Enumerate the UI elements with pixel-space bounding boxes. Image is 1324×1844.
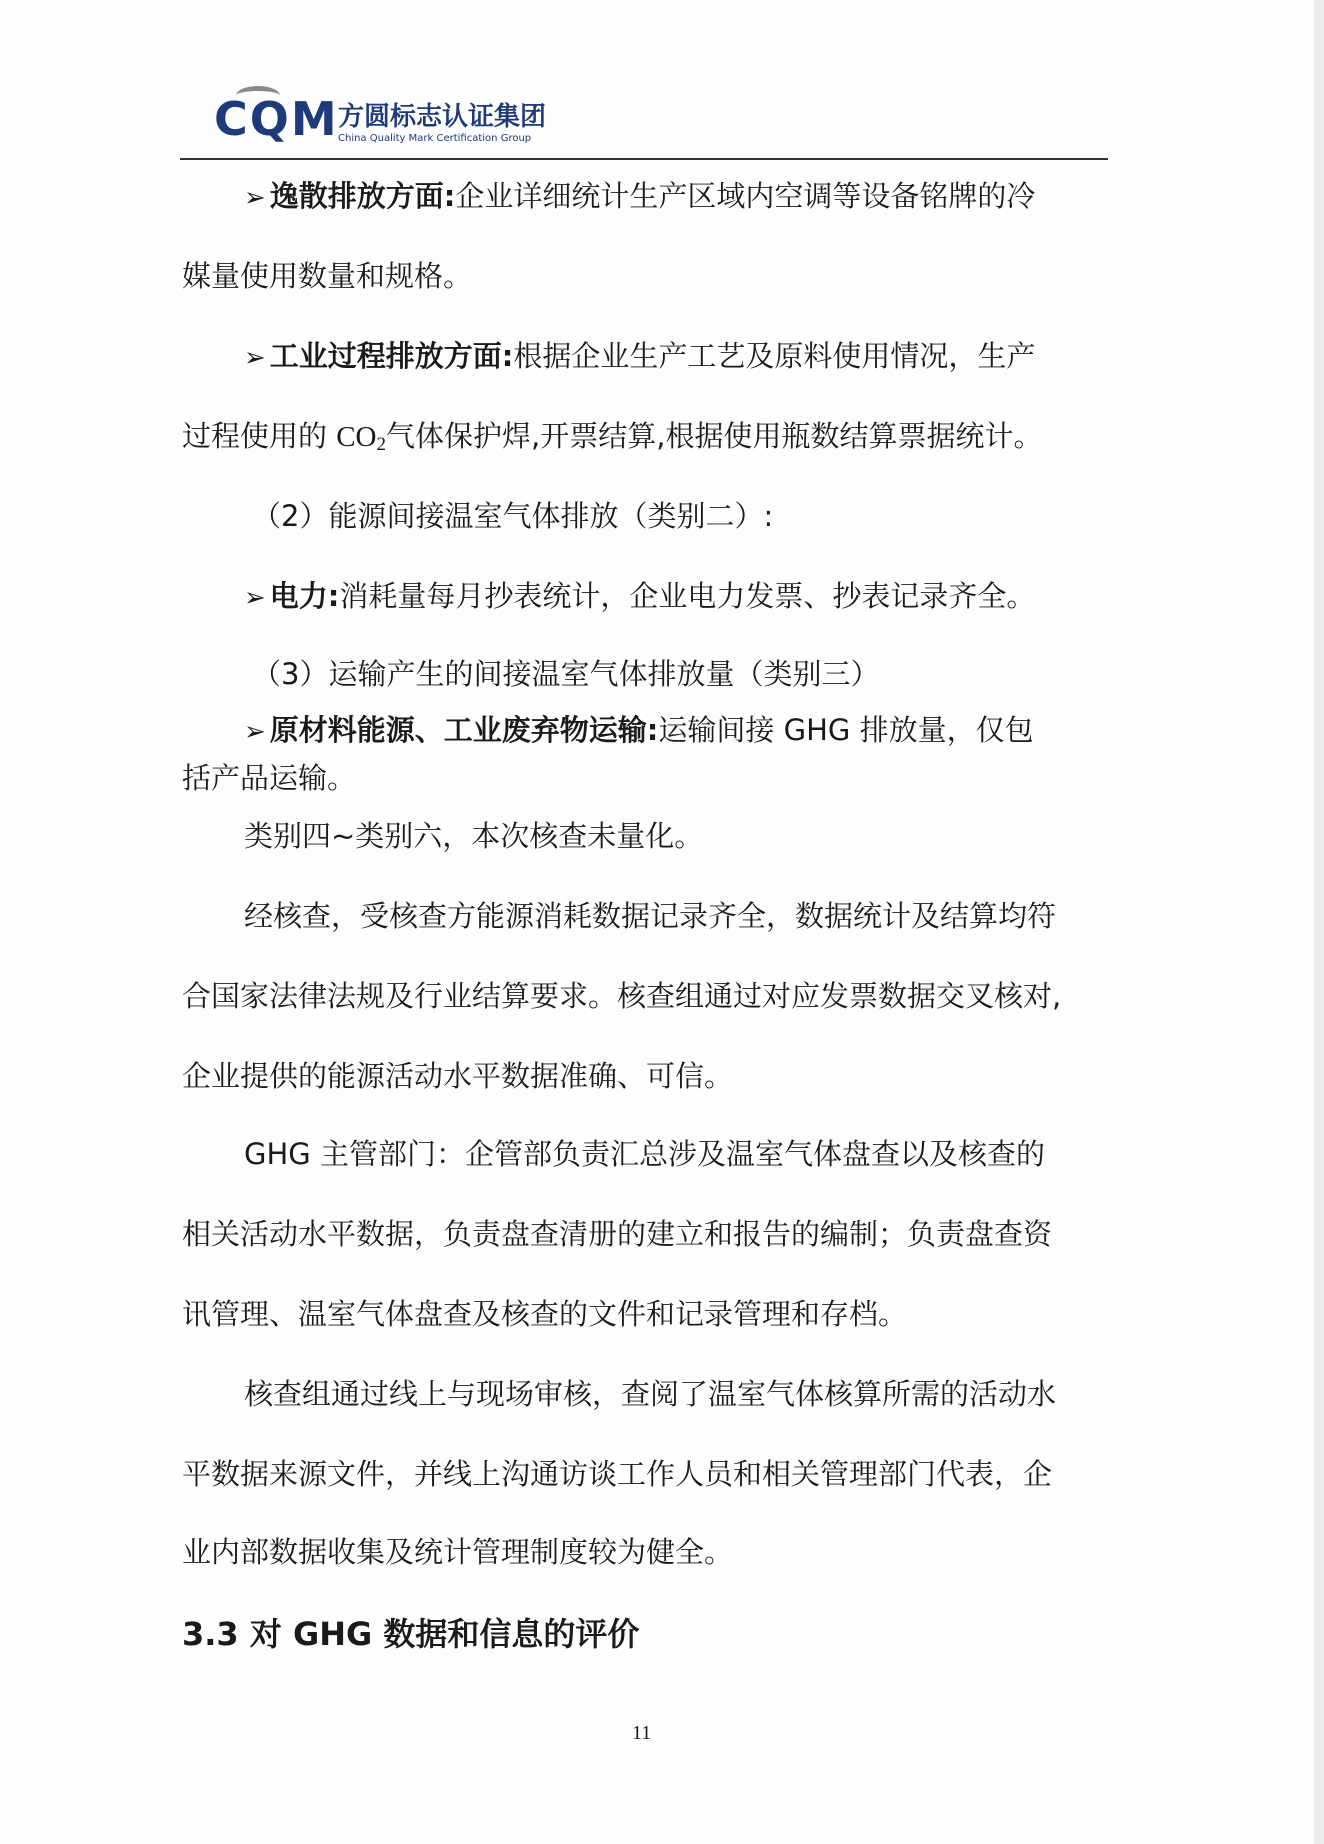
page-number: 11 <box>632 1722 652 1744</box>
subsection-category-2: （2）能源间接温室气体排放（类别二）: <box>252 499 774 533</box>
subsection-category-3: （3）运输产生的间接温室气体排放量（类别三） <box>252 657 880 691</box>
paragraph-industrial-process <box>244 339 1036 373</box>
paragraph-electricity <box>244 579 1036 613</box>
paragraph-text: 消耗量每月抄表统计，企业电力发票、抄表记录齐全。 <box>339 579 1036 613</box>
section-heading-3-3: 3.3 对 GHG 数据和信息的评价 <box>182 1615 640 1653</box>
arrow-bullet-icon: ➢ <box>244 343 266 373</box>
paragraph-line: 业内部数据收集及统计管理制度较为健全。 <box>182 1535 734 1569</box>
paragraph-line: 合国家法律法规及行业结算要求。核查组通过对应发票数据交叉核对, <box>182 979 1062 1013</box>
paragraph-text: 企业详细统计生产区域内空调等设备铭牌的冷 <box>455 179 1036 213</box>
paragraph-audit-team: 核查组通过线上与现场审核，查阅了温室气体核算所需的活动水 <box>244 1377 1057 1411</box>
co2-formula: $CO_2$ <box>336 421 387 455</box>
arrow-bullet-icon: ➢ <box>244 183 266 213</box>
paragraph-ghg-department: GHG 主管部门：企管部负责汇总涉及温室气体盘查以及核查的 <box>244 1137 1045 1171</box>
paragraph-verification: 经核查，受核查方能源消耗数据记录齐全，数据统计及结算均符 <box>244 899 1057 933</box>
org-name-cn: 方圆标志认证集团 <box>338 102 547 132</box>
paragraph-line: 讯管理、温室气体盘查及核查的文件和记录管理和存档。 <box>182 1297 908 1331</box>
paragraph-fugitive-emissions <box>244 179 1036 213</box>
bold-label: 原材料能源、工业废弃物运输: <box>269 713 659 747</box>
paragraph-categories-4-6: 类别四~类别六，本次核查未量化。 <box>244 819 704 853</box>
scan-edge <box>1314 0 1324 1844</box>
bold-label: 电力: <box>269 579 340 613</box>
paragraph-line: 括产品运输。 <box>182 761 357 795</box>
bold-label: 逸散排放方面: <box>269 179 456 213</box>
paragraph-transport <box>244 713 1034 747</box>
text-segment: 过程使用的 <box>182 419 337 453</box>
text-segment: 气体保护焊,开票结算,根据使用瓶数结算票据统计。 <box>386 419 1043 453</box>
bold-label: 工业过程排放方面: <box>269 339 514 373</box>
paragraph-line <box>182 419 1043 455</box>
header-divider <box>180 158 1108 160</box>
paragraph-text: 根据企业生产工艺及原料使用情况，生产 <box>513 339 1036 373</box>
company-logo: CQM <box>214 92 339 146</box>
arrow-bullet-icon: ➢ <box>244 583 266 613</box>
org-name-en: China Quality Mark Certification Group <box>338 133 532 144</box>
paragraph-line: 企业提供的能源活动水平数据准确、可信。 <box>182 1059 734 1093</box>
paragraph-line: 媒量使用数量和规格。 <box>182 259 473 293</box>
arrow-bullet-icon: ➢ <box>244 717 266 747</box>
paragraph-line: 相关活动水平数据，负责盘查清册的建立和报告的编制；负责盘查资 <box>182 1217 1053 1251</box>
paragraph-line: 平数据来源文件，并线上沟通访谈工作人员和相关管理部门代表，企 <box>182 1457 1053 1491</box>
paragraph-text: 运输间接 GHG 排放量，仅包 <box>658 713 1034 747</box>
